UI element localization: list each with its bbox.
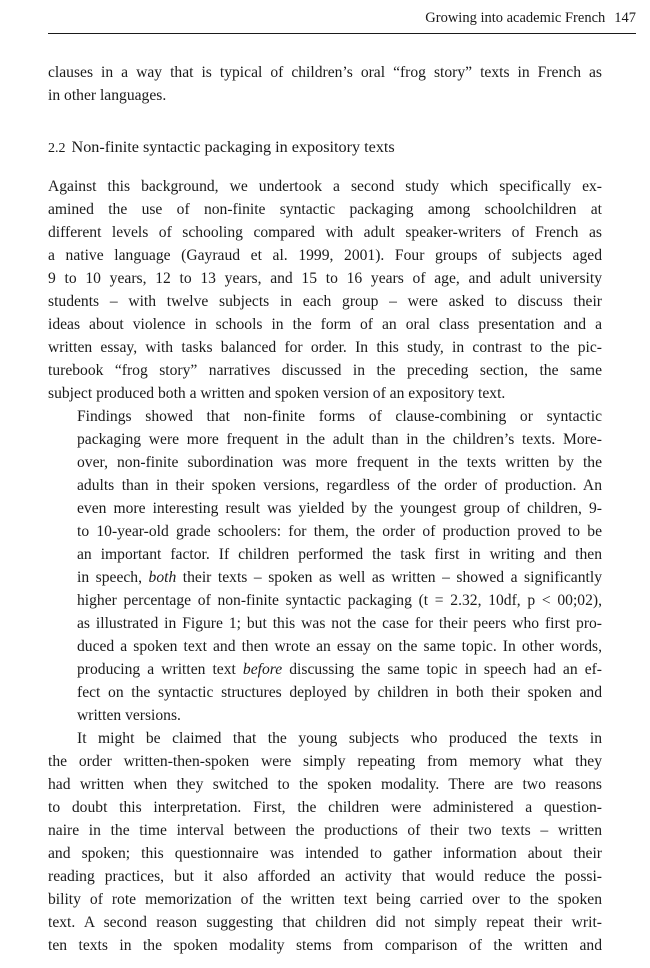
text-line: Findings showed that non-finite forms of clause-combining or syntactic	[77, 408, 602, 425]
text-line: packaging were more frequent in the adult than in the children’s texts. More-	[77, 431, 602, 448]
text-line: adults than in their spoken versions, regardless of the order of production. An	[77, 477, 602, 494]
section-number: 2.2	[48, 141, 66, 156]
text-line: 9 to 10 years, 12 to 13 years, and 15 to 16 years of age, and adult university	[48, 270, 602, 287]
text-line: clauses in a way that is typical of children’s oral “frog story” texts in French as	[48, 64, 602, 81]
text-line: even more interesting result was yielded by the youngest group of children, 9-	[77, 500, 602, 517]
text-segment: their texts – spoken as well as written – showed a significantly	[176, 569, 602, 586]
text-line: an important factor. If children performed the task first in writing and then	[77, 546, 602, 563]
text-line: amined the use of non-finite syntactic packaging among schoolchildren at	[48, 201, 602, 218]
text-line: subject produced both a written and spoken version of an expository text.	[48, 385, 506, 402]
text-line: text. A second reason suggesting that children did not simply repeat their writ-	[48, 914, 602, 931]
section-title: Non-finite syntactic packaging in expository texts	[71, 138, 395, 156]
text-segment: producing a written text	[77, 661, 243, 678]
text-segment: discussing the same topic in speech had an ef-	[282, 661, 603, 678]
text-line: as illustrated in Figure 1; but this was not the case for their peers who first pro-	[77, 615, 602, 632]
text-line: over, non-finite subordination was more frequent in the texts written by the	[77, 454, 602, 471]
paragraph-continuation	[48, 61, 602, 107]
text-line	[48, 566, 602, 589]
text-line: to 10-year-old grade schoolers: for them, the order of production proved to be	[77, 523, 602, 540]
text-line: ideas about violence in schools in the form of an oral class presentation and a	[48, 316, 602, 333]
text-line: to doubt this interpretation. First, the children were administered a question-	[48, 799, 602, 816]
emphasis-both: both	[148, 569, 177, 586]
header-rule	[48, 33, 636, 34]
text-line: the order written-then-spoken were simply repeating from memory what they	[48, 753, 602, 770]
text-line	[48, 658, 602, 681]
text-line: ten texts in the spoken modality stems from comparison of the written and	[48, 937, 602, 954]
emphasis-before: before	[242, 661, 283, 678]
text-line: a native language (Gayraud et al. 1999, 2001). Four groups of subjects aged	[48, 247, 602, 264]
body-text	[48, 61, 602, 957]
text-segment: in speech,	[77, 569, 149, 586]
text-line: duced a spoken text and then wrote an essay on the same topic. In other words,	[77, 638, 602, 655]
text-line: had written when they switched to the spoken modality. There are two reasons	[48, 776, 602, 793]
text-line: higher percentage of non-finite syntactic packaging (t = 2.32, 10df, p < 00;02),	[77, 592, 602, 609]
running-head-title: Growing into academic French	[425, 10, 606, 26]
paragraph	[48, 727, 602, 957]
text-line: written versions.	[77, 707, 181, 724]
page-number: 147	[614, 10, 636, 26]
text-line: naire in the time interval between the productions of their two texts – written	[48, 822, 602, 839]
text-line: in other languages.	[48, 87, 167, 104]
text-line: Against this background, we undertook a second study which specifically ex-	[48, 178, 602, 195]
text-line: fect on the syntactic structures deployed by children in both their spoken and	[77, 684, 602, 701]
paragraph	[48, 405, 602, 727]
text-line: It might be claimed that the young subjects who produced the texts in	[77, 730, 602, 747]
section-heading	[48, 135, 602, 161]
text-line: bility of rote memorization of the written text being carried over to the spoken	[48, 891, 602, 908]
paragraph	[48, 175, 602, 405]
text-line: different levels of schooling compared with adult speaker-writers of French as	[48, 224, 602, 241]
text-line: reading practices, but it also afforded an activity that would reduce the possi-	[48, 868, 602, 885]
text-line: and spoken; this questionnaire was intended to gather information about their	[48, 845, 602, 862]
running-head	[48, 8, 636, 28]
text-line: students – with twelve subjects in each group – were asked to discuss their	[48, 293, 602, 310]
text-line: written essay, with tasks balanced for order. In this study, in contrast to the pic-	[48, 339, 602, 356]
text-line: turebook “frog story” narratives discussed in the preceding section, the same	[48, 362, 602, 379]
